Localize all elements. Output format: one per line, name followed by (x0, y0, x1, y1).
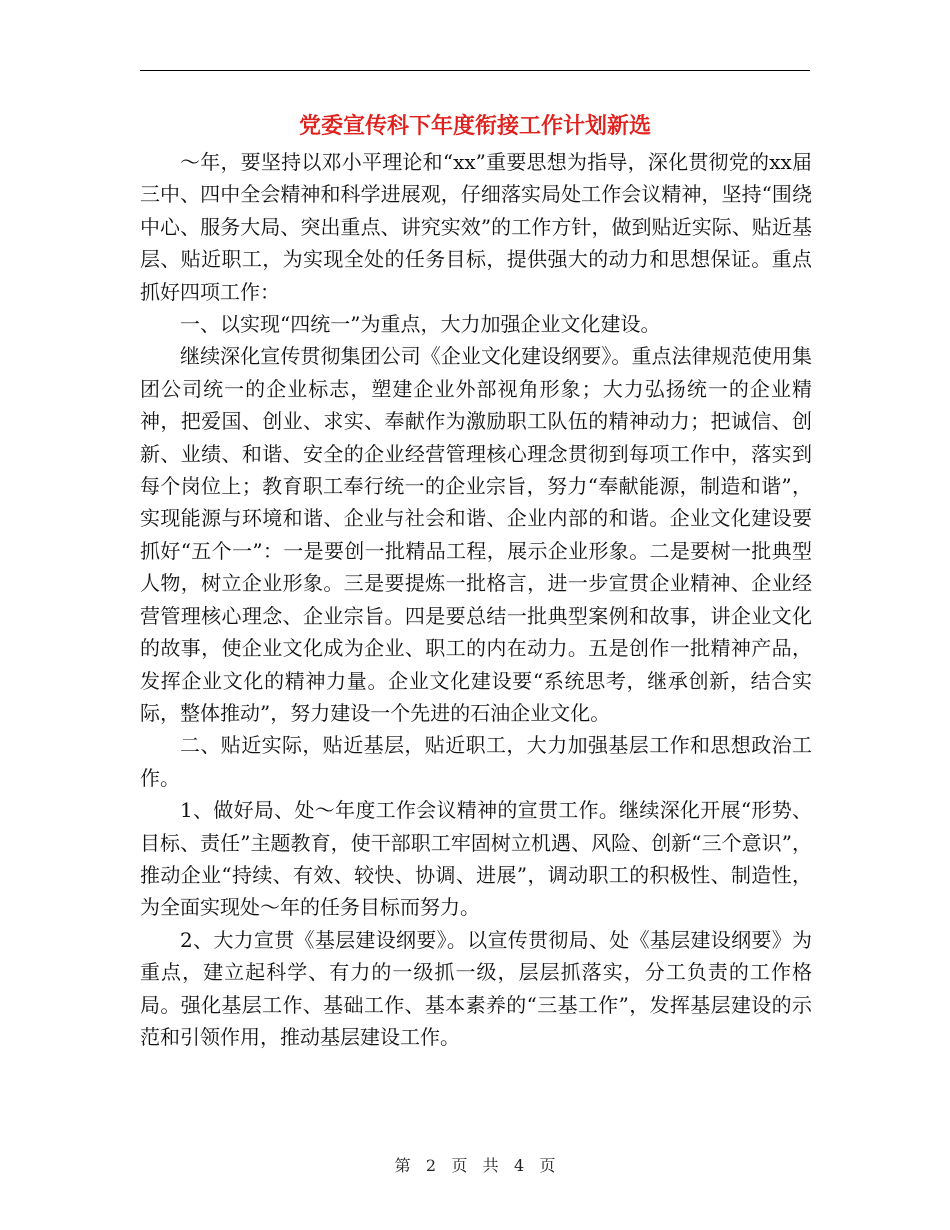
paragraph-section-1-heading: 一、以实现“四统一”为重点，大力加强企业文化建设。 (180, 312, 661, 337)
page-footer (140, 1153, 810, 1176)
paragraph-item-2: 2、大力宣贯《基层建设纲要》。以宣传贯彻局、处《基层建设纲要》为重点，建立起科学、有力的一级抓一级，层层抓落实，分工负责的工作格局。强化基层工作、基础工作、基本素养的“三基工作”，发挥基层建设的示范和引领作用，推动基层建设工作。 (140, 927, 812, 1049)
footer-total-pages: 4 (513, 1156, 525, 1175)
footer-label-total: 共 (482, 1156, 499, 1175)
header-rule (140, 70, 810, 71)
paragraph-item-1: 1、做好局、处～年度工作会议精神的宣贯工作。继续深化开展“形势、目标、责任”主题教育，使干部职工牢固树立机遇、风险、创新“三个意识”，推动企业“持续、有效、较快、协调、进展”，调动职工的积极性、制造性，为全面实现处～年的任务目标而努力。 (140, 798, 812, 920)
paragraph-section-2-heading: 二、贴近实际，贴近基层，贴近职工，大力加强基层工作和思想政治工作。 (140, 733, 812, 790)
footer-label-prefix: 第 (394, 1156, 411, 1175)
document-body (140, 146, 812, 1053)
footer-label-page: 页 (451, 1156, 468, 1175)
document-title: 党委宣传科下年度衔接工作计划新选 (298, 113, 651, 139)
paragraph-section-1-body: 继续深化宣传贯彻集团公司《企业文化建设纲要》。重点法律规范使用集团公司统一的企业标志，塑建企业外部视角形象；大力弘扬统一的企业精神，把爱国、创业、求实、奉献作为激励职工队伍的精神动力；把诚信、创新、业绩、和谐、安全的企业经营管理核心理念贯彻到每项工作中，落实到每个岗位上；教育职工奉行统一的企业宗旨，努力“奉献能源，制造和谐”，实现能源与环境和谐、企业与社会和谐、企业内部的和谐。企业文化建设要抓好“五个一”：一是要创一批精品工程，展示企业形象。二是要树一批典型人物，树立企业形象。三是要提炼一批格言，进一步宣贯企业精神、企业经营管理核心理念、企业宗旨。四是要总结一批典型案例和故事，讲企业文化的故事，使企业文化成为企业、职工的内在动力。五是创作一批精神产品，发挥企业文化的精神力量。企业文化建设要“系统思考，继承创新，结合实际，整体推动”，努力建设一个先进的石油企业文化。 (140, 344, 812, 725)
footer-label-page-end: 页 (539, 1156, 556, 1175)
paragraph-intro: ～年，要坚持以邓小平理论和“xx”重要思想为指导，深化贯彻党的xx届三中、四中全会精神和科学进展观，仔细落实局处工作会议精神，坚持“围绕中心、服务大局、突出重点、讲究实效”的工作方针，做到贴近实际、贴近基层、贴近职工，为实现全处的任务目标，提供强大的动力和思想保证。重点抓好四项工作： (140, 150, 812, 304)
footer-current-page: 2 (425, 1156, 437, 1175)
